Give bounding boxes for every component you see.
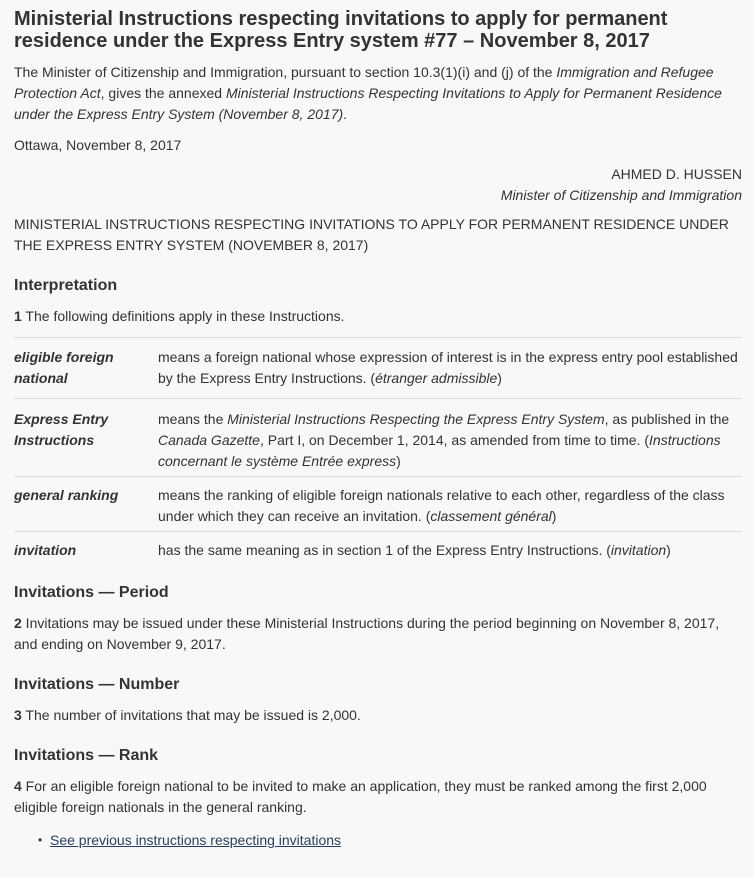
section-text: Invitations may be issued under these Ministerial Instructions during the period beginning on November 8, 2017, and ending on November 9, 2017. (14, 615, 720, 652)
act-name: Immigration and Refugee Protection Act (14, 64, 714, 101)
def-italic: Canada Gazette (158, 432, 260, 448)
def-text: means the ranking of eligible foreign nationals relative to each other, regardless of the class under which they can receive an invitation. ( (158, 487, 725, 524)
section-number: 2 (14, 615, 22, 631)
place-date: Ottawa, November 8, 2017 (14, 137, 182, 153)
definitions-table (14, 337, 742, 565)
heading-rank: Invitations — Rank (14, 747, 159, 764)
section-text: The number of invitations that may be issued is 2,000. (21, 707, 361, 723)
section-text: For an eligible foreign national to be invited to make an application, they must be ranked among the first 2,000 eligible foreign nationals in the general ranking. (14, 778, 707, 815)
definition-text (158, 477, 742, 532)
def-french-term: étranger admissible (375, 370, 498, 386)
section-number: 4 (14, 778, 22, 794)
section-4 (14, 776, 742, 818)
signature-block (14, 164, 742, 206)
definition-text (158, 399, 742, 477)
previous-instructions-link[interactable]: See previous instructions respecting invitations (50, 832, 342, 848)
section-2 (14, 613, 742, 655)
signatory-title: Minister of Citizenship and Immigration (500, 187, 742, 203)
def-text: means a foreign national whose expression of interest is in the express entry pool established by the Express Entry Instructions. ( (158, 349, 738, 386)
definition-term: Express Entry Instructions (14, 399, 158, 477)
def-french-term: Instructions concernant le système Entrée express (158, 432, 721, 469)
def-text: ) (396, 453, 401, 469)
def-text: has the same meaning as in section 1 of the Express Entry Instructions. ( (158, 542, 611, 558)
def-text: ) (666, 542, 671, 558)
list-item (50, 830, 742, 851)
definition-row (14, 532, 742, 566)
heading-interpretation: Interpretation (14, 277, 118, 294)
definition-text (158, 338, 742, 399)
def-french-term: invitation (610, 542, 667, 558)
page-title: Ministerial Instructions respecting invitations to apply for permanent residence under the Express Entry system #77 – November 8, 2017 (14, 8, 668, 52)
def-text: , Part I, on December 1, 2014, as amended from time to time. ( (259, 432, 650, 448)
definition-term: eligible foreign national (14, 338, 158, 399)
intro-text-3: . (343, 106, 348, 122)
definition-row (14, 399, 742, 477)
definition-text (158, 532, 742, 566)
def-french-term: classement général (430, 508, 552, 524)
heading-number: Invitations — Number (14, 676, 180, 693)
instructions-caps-title: MINISTERIAL INSTRUCTIONS RESPECTING INVITATIONS TO APPLY FOR PERMANENT RESIDENCE UNDER THE EXPRESS ENTRY SYSTEM (NOVEMBER 8, 2017) (14, 216, 729, 253)
intro-text-2: , gives the annexed (100, 85, 226, 101)
instructions-name: Ministerial Instructions Respecting Invitations to Apply for Permanent Residence under the Express Entry System (November 8, 2017) (14, 85, 722, 122)
definition-term: general ranking (14, 477, 158, 532)
def-text: ) (551, 508, 557, 524)
definition-row (14, 477, 742, 532)
section-3 (14, 705, 742, 726)
def-text: ) (497, 370, 502, 386)
intro-paragraph (14, 62, 742, 125)
section-text: The following definitions apply in these Instructions. (21, 308, 345, 324)
signatory-name: AHMED D. HUSSEN (611, 166, 742, 182)
intro-text-1: The Minister of Citizenship and Immigration, pursuant to section 10.3(1)(i) and (j) of the (14, 64, 557, 80)
related-links (14, 830, 742, 851)
def-text: means the (158, 411, 228, 427)
def-italic: Ministerial Instructions Respecting the Express Entry System (227, 411, 605, 427)
section-1 (14, 306, 742, 327)
def-text: , as published in the (604, 411, 730, 427)
section-number: 1 (14, 308, 22, 324)
section-number: 3 (14, 707, 22, 723)
definition-row (14, 338, 742, 399)
heading-period: Invitations — Period (14, 584, 169, 601)
definition-term: invitation (14, 532, 158, 566)
